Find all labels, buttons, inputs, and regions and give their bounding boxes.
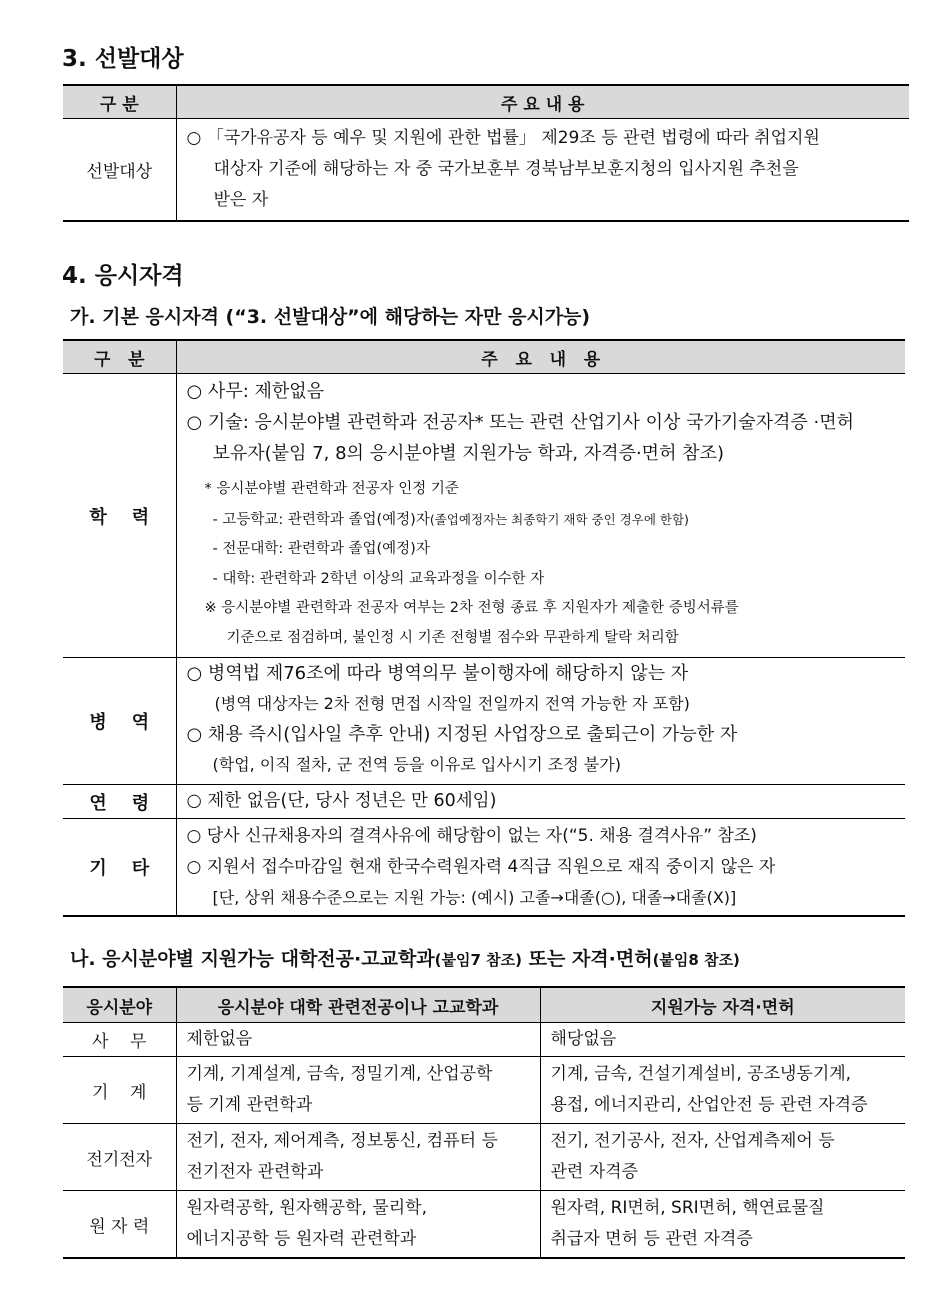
field-admin: 사 무 <box>63 1023 176 1057</box>
subsection-b-note-1: (붙임7 참조) <box>434 951 522 969</box>
age-line-1: ○ 제한 없음(단, 당사 정년은 만 60세임) <box>186 791 497 811</box>
row-label-age: 연 령 <box>63 785 176 819</box>
field-mechanical: 기 계 <box>63 1057 176 1124</box>
eligible-majors-table <box>63 986 905 1259</box>
subsection-b-title-mid: 또는 자격·면허 <box>522 948 653 970</box>
majors-electrical-1: 전기, 전자, 제어계측, 정보통신, 컴퓨터 등 <box>186 1131 498 1151</box>
majors-electrical-2: 전기전자 관련학과 <box>186 1162 324 1182</box>
majors-mechanical-2: 등 기계 관련학과 <box>186 1095 313 1115</box>
education-note-warning-2: 기준으로 점검하며, 불인정 시 기존 전형별 점수와 무관하게 탈락 처리함 <box>226 629 679 646</box>
military-line-4: (학업, 이직 절차, 군 전역 등을 이유로 입사시기 조정 불가) <box>212 755 621 774</box>
header-category: 구 분 <box>63 85 176 119</box>
education-line-3: 보유자(붙임 7, 8의 응시분야별 지원가능 학과, 자격증·면허 참조) <box>212 443 724 464</box>
licenses-electrical-2: 관련 자격증 <box>550 1162 639 1182</box>
education-note-highschool: - 고등학교: 관련학과 졸업(예정)자 <box>212 511 430 528</box>
header-majors: 응시분야 대학 관련전공이나 고교학과 <box>176 987 540 1023</box>
military-line-1: ○ 병역법 제76조에 따라 병역의무 불이행자에 해당하지 않는 자 <box>186 663 689 684</box>
selection-target-table <box>63 84 909 222</box>
header-category: 구 분 <box>63 340 176 374</box>
military-line-2: (병역 대상자는 2차 전형 면접 시작일 전일까지 전역 가능한 자 포함) <box>214 694 690 713</box>
selection-line-1: ○ 「국가유공자 등 예우 및 지원에 관한 법률」 제29조 등 관련 법령에 따라 취업지원 <box>186 128 820 148</box>
majors-nuclear-1: 원자력공학, 원자핵공학, 물리학, <box>186 1198 428 1218</box>
section-3-title: 3. 선발대상 <box>62 46 184 72</box>
education-note-warning-1: ※ 응시분야별 관련학과 전공자 여부는 2차 전형 종료 후 지원자가 제출한 증빙서류를 <box>204 600 739 616</box>
selection-line-2: 대상자 기준에 해당하는 자 중 국가보훈부 경북남부보훈지청의 입사지원 추천을 <box>213 159 799 179</box>
other-line-2: ○ 지원서 접수마감일 현재 한국수력원자력 4직급 직원으로 재직 중이지 않은 자 <box>186 857 776 877</box>
header-licenses: 지원가능 자격·면허 <box>540 987 905 1023</box>
majors-mechanical-1: 기계, 기계설계, 금속, 정밀기계, 산업공학 <box>186 1064 493 1084</box>
licenses-electrical-1: 전기, 전기공사, 전자, 산업계측제어 등 <box>550 1131 835 1151</box>
licenses-mechanical-1: 기계, 금속, 건설기계설비, 공조냉동기계, <box>550 1064 852 1084</box>
majors-nuclear-2: 에너지공학 등 원자력 관련학과 <box>186 1229 417 1249</box>
education-note-college: - 전문대학: 관련학과 졸업(예정)자 <box>212 541 430 557</box>
education-note-highschool-detail: (졸업예정자는 최종학기 재학 중인 경우에 한함) <box>429 511 689 527</box>
selection-line-3: 받은 자 <box>213 190 269 210</box>
header-content: 주 요 내 용 <box>176 85 909 119</box>
other-line-1: ○ 당사 신규채용자의 결격사유에 해당함이 없는 자(“5. 채용 결격사유” 참조) <box>186 826 757 846</box>
row-label-military: 병 역 <box>63 658 176 785</box>
majors-admin: 제한없음 <box>176 1023 540 1057</box>
licenses-mechanical-2: 용접, 에너지관리, 산업안전 등 관련 자격증 <box>550 1095 868 1115</box>
subsection-b-note-2: (붙임8 참조) <box>652 951 740 969</box>
basic-qualification-table <box>63 339 905 917</box>
licenses-nuclear-1: 원자력, RI면허, SRI면허, 핵연료물질 <box>550 1198 825 1218</box>
row-label-other: 기 타 <box>63 819 176 917</box>
row-label-selection: 선발대상 <box>63 119 176 222</box>
education-line-2: ○ 기술: 응시분야별 관련학과 전공자* 또는 관련 산업기사 이상 국가기술자격증 ·면허 <box>186 412 855 433</box>
subsection-b-title <box>70 944 740 971</box>
field-electrical: 전기전자 <box>63 1124 176 1191</box>
row-label-education: 학 력 <box>63 374 176 658</box>
education-note-title: * 응시분야별 관련학과 전공자 인정 기준 <box>204 481 459 497</box>
military-line-3: ○ 채용 즉시(입사일 추후 안내) 지정된 사업장으로 출퇴근이 가능한 자 <box>186 724 738 745</box>
header-field: 응시분야 <box>63 987 176 1023</box>
education-line-1: ○ 사무: 제한없음 <box>186 381 325 402</box>
subsection-a-title: 가. 기본 응시자격 (“3. 선발대상”에 해당하는 자만 응시가능) <box>70 306 591 328</box>
field-nuclear: 원 자 력 <box>63 1191 176 1259</box>
section-4-title: 4. 응시자격 <box>62 263 184 289</box>
education-note-university: - 대학: 관련학과 2학년 이상의 교육과정을 이수한 자 <box>212 570 545 587</box>
licenses-nuclear-2: 취급자 면허 등 관련 자격증 <box>550 1229 753 1249</box>
header-content: 주 요 내 용 <box>176 340 905 374</box>
subsection-b-title-main: 나. 응시분야별 지원가능 대학전공·고교학과 <box>70 948 435 970</box>
other-line-3: [단, 상위 채용수준으로는 지원 가능: (예시) 고졸→대졸(○), 대졸→대졸(X)] <box>212 888 737 907</box>
licenses-admin: 해당없음 <box>540 1023 905 1057</box>
